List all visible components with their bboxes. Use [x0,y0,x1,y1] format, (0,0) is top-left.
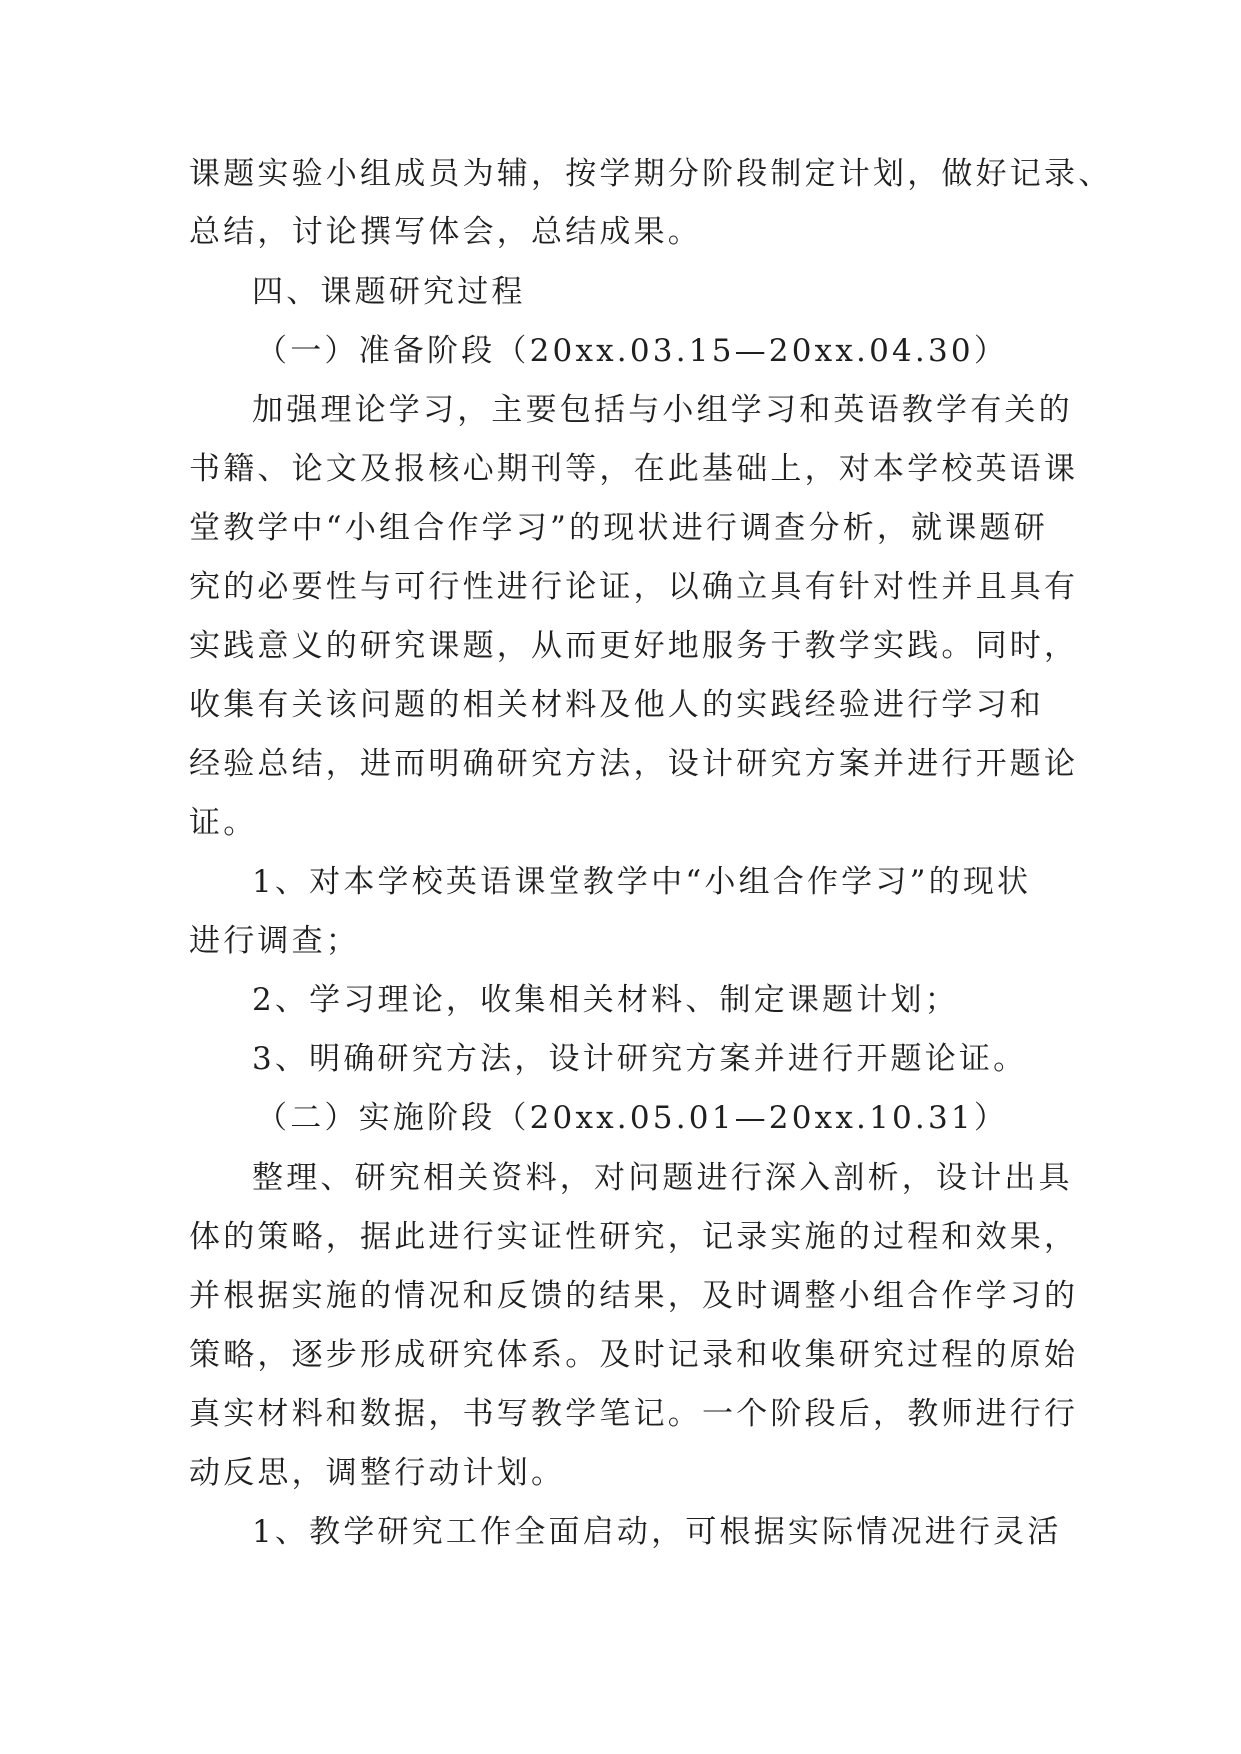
text-line: 策略，逐步形成研究体系。及时记录和收集研究过程的原始 [189,1337,1079,1373]
text-line: 经验总结，进而明确研究方法，设计研究方案并进行开题论 [189,746,1079,782]
section-heading: 四、课题研究过程 [252,274,526,310]
text-line: 收集有关该问题的相关材料及他人的实践经验进行学习和 [189,687,1044,723]
text-line: 总结，讨论撰写体会，总结成果。 [189,214,702,250]
text-line: 真实材料和数据，书写教学笔记。一个阶段后，教师进行行 [189,1396,1079,1432]
list-item: 1、教学研究工作全面启动，可根据实际情况进行灵活 [252,1514,1062,1550]
list-item: 2、学习理论，收集相关材料、制定课题计划； [252,982,959,1018]
text-line: 堂教学中“小组合作学习”的现状进行调查分析，就课题研 [189,510,1048,546]
text-line: 实践意义的研究课题，从而更好地服务于教学实践。同时， [189,628,1079,664]
list-item: 3、明确研究方法，设计研究方案并进行开题论证。 [252,1041,1028,1077]
text-line: 加强理论学习，主要包括与小组学习和英语教学有关的 [252,392,1073,428]
text-line: 书籍、论文及报核心期刊等，在此基础上，对本学校英语课 [189,451,1079,487]
list-item: 1、对本学校英语课堂教学中“小组合作学习”的现状 [252,864,1032,900]
text-line: 究的必要性与可行性进行论证，以确立具有针对性并且具有 [189,569,1079,605]
text-line: 进行调查； [189,923,360,959]
text-line: 证。 [189,805,258,841]
text-line: 课题实验小组成员为辅，按学期分阶段制定计划，做好记录、 [189,156,1113,192]
text-line: 动反思，调整行动计划。 [189,1455,566,1491]
text-line: 整理、研究相关资料，对问题进行深入剖析，设计出具 [252,1160,1073,1196]
stage-heading: （二）实施阶段（20xx.05.01—20xx.10.31） [256,1100,1009,1136]
text-line: 并根据实施的情况和反馈的结果，及时调整小组合作学习的 [189,1278,1079,1314]
stage-heading: （一）准备阶段（20xx.03.15—20xx.04.30） [256,333,1009,369]
text-line: 体的策略，据此进行实证性研究，记录实施的过程和效果， [189,1219,1079,1255]
